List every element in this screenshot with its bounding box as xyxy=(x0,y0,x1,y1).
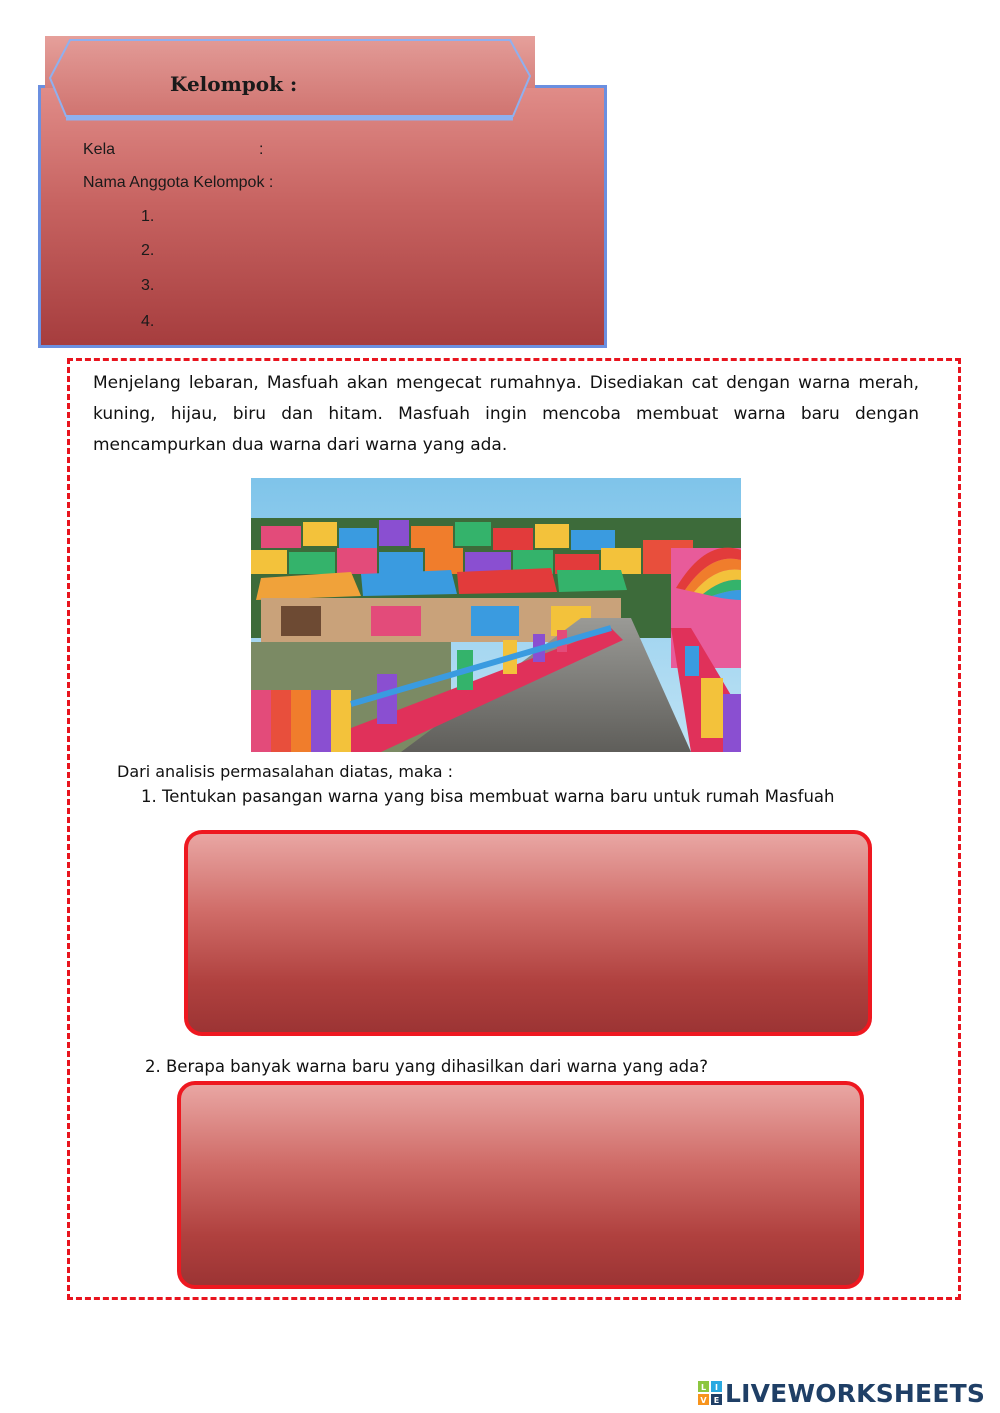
svg-text:L: L xyxy=(700,1383,707,1392)
rainbow-village-photo xyxy=(251,478,741,752)
questions-lead: Dari analisis permasalahan diatas, maka : xyxy=(117,762,453,781)
answer-box-1[interactable] xyxy=(184,830,872,1036)
liveworksheets-grid-icon xyxy=(698,1381,722,1405)
members-label: Nama Anggota Kelompok : xyxy=(83,174,274,191)
group-title: Kelompok : xyxy=(170,72,298,96)
class-label: Kela xyxy=(83,141,116,158)
class-colon: : xyxy=(259,141,264,158)
member-number-4: 4. xyxy=(141,313,155,330)
svg-text:E: E xyxy=(713,1396,720,1405)
rainbow-village-illustration xyxy=(251,478,741,752)
answer-box-2[interactable] xyxy=(177,1081,864,1289)
group-info-card xyxy=(38,85,607,348)
logo-text: LIVEWORKSHEETS xyxy=(725,1378,986,1408)
svg-text:V: V xyxy=(700,1396,707,1405)
member-number-2: 2. xyxy=(141,242,155,259)
member-number-1: 1. xyxy=(141,208,155,225)
question-1: 1. Tentukan pasangan warna yang bisa membuat warna baru untuk rumah Masfuah xyxy=(141,787,835,806)
group-title-tab xyxy=(48,38,532,122)
liveworksheets-logo xyxy=(698,1378,985,1408)
member-number-3: 3. xyxy=(141,277,155,294)
problem-text: Menjelang lebaran, Masfuah akan mengecat rumahnya. Disediakan cat dengan warna merah, kuning, hijau, biru dan hitam. Masfuah ingin mencoba membuat warna baru dengan mencampurkan dua warna dari warna yang ada. xyxy=(93,373,919,455)
svg-text:I: I xyxy=(715,1383,718,1392)
question-2: 2. Berapa banyak warna baru yang dihasilkan dari warna yang ada? xyxy=(145,1057,709,1076)
